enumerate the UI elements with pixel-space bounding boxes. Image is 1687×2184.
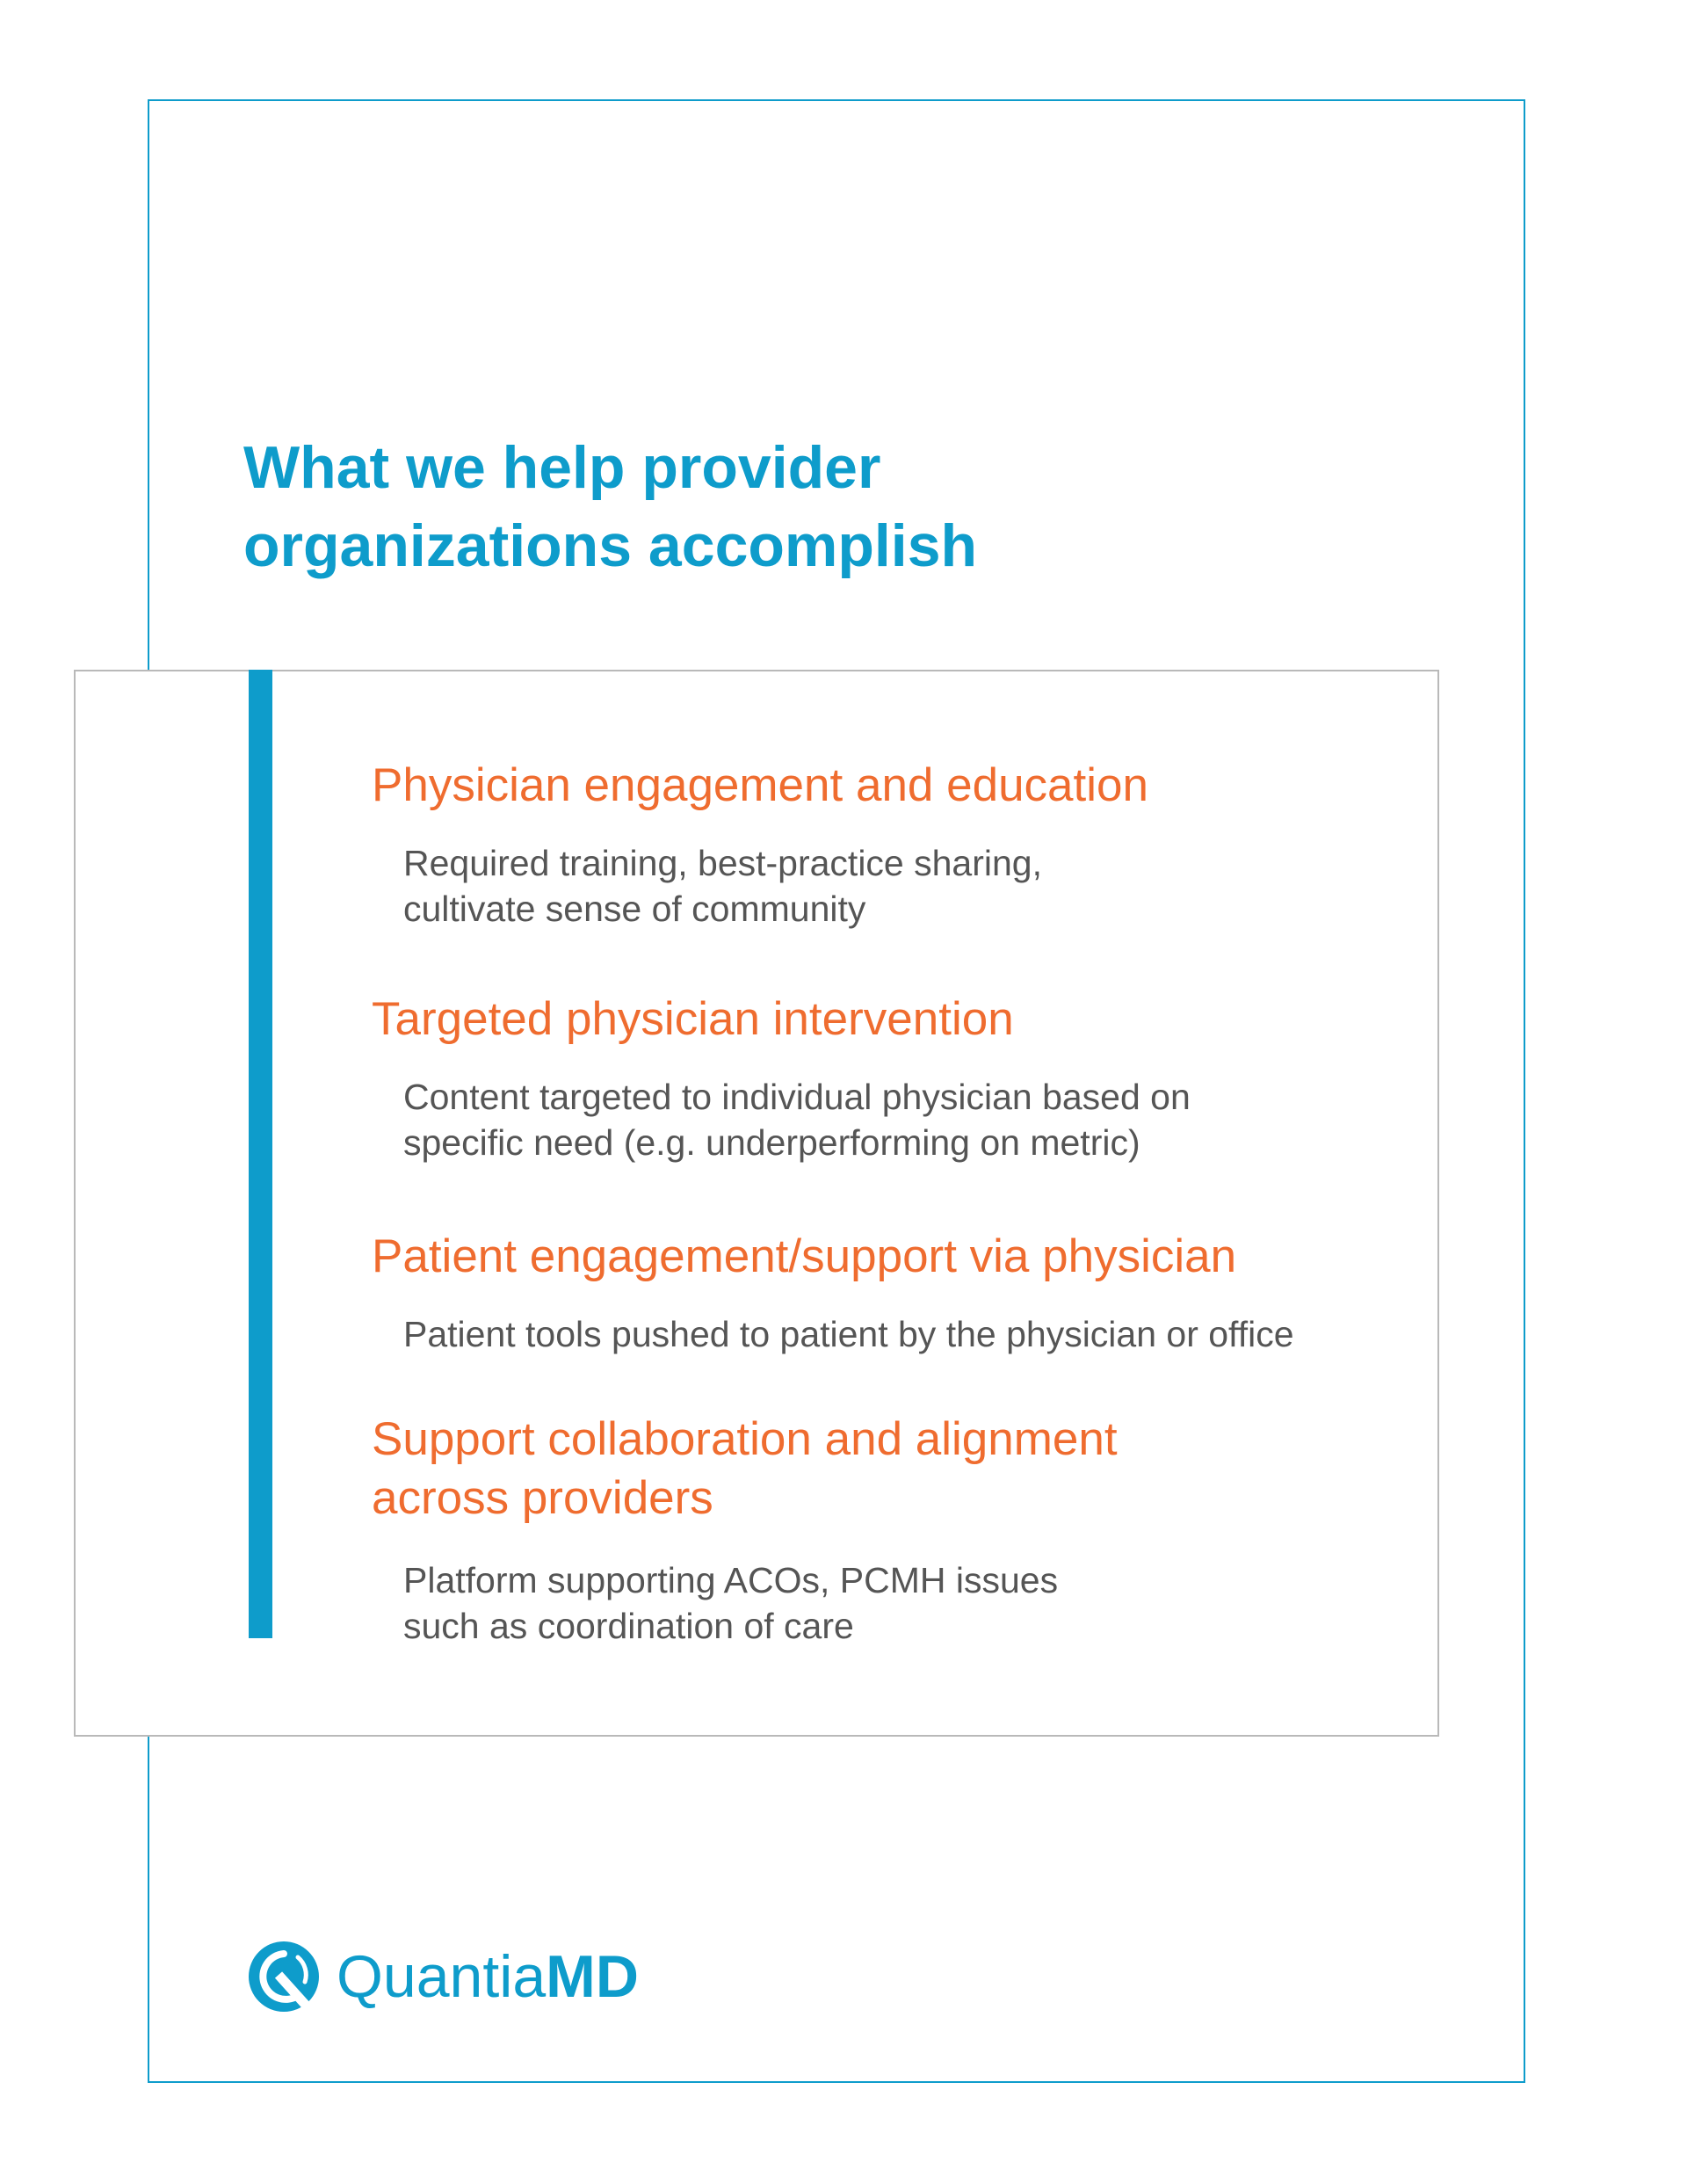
item-heading-line: across providers	[372, 1472, 713, 1524]
item-heading-physician-engagement	[372, 756, 1148, 815]
page-title-line-1: What we help provider	[243, 434, 881, 501]
item-desc-line: Required training, best-practice sharing,	[403, 843, 1042, 883]
item-desc-line: specific need (e.g. underperforming on metric)	[403, 1122, 1140, 1163]
quantiamd-wordmark	[337, 1941, 639, 2012]
item-desc-physician-engagement	[403, 840, 1042, 932]
item-heading-line: Support collaboration and alignment	[372, 1413, 1118, 1465]
accent-bar	[249, 670, 272, 1638]
quantiamd-logo	[247, 1937, 639, 2016]
item-heading-line: Physician engagement and education	[372, 759, 1148, 811]
wordmark-bold: MD	[546, 1943, 639, 2010]
item-desc-support-collaboration	[403, 1557, 1058, 1649]
item-desc-line: such as coordination of care	[403, 1606, 854, 1646]
item-heading-targeted-intervention	[372, 990, 1014, 1048]
item-desc-line: Patient tools pushed to patient by the physician or office	[403, 1314, 1294, 1354]
item-desc-line: Platform supporting ACOs, PCMH issues	[403, 1560, 1059, 1600]
item-heading-line: Targeted physician intervention	[372, 993, 1014, 1045]
item-heading-patient-engagement	[372, 1227, 1236, 1286]
item-desc-patient-engagement	[403, 1311, 1294, 1357]
page-title-line-2: organizations accomplish	[243, 512, 978, 579]
wordmark-light: Quantia	[337, 1943, 547, 2010]
quantiamd-q-logo-icon	[247, 1940, 321, 2013]
item-desc-line: Content targeted to individual physician based on	[403, 1077, 1191, 1117]
page-title	[243, 429, 1386, 585]
item-desc-targeted-intervention	[403, 1074, 1191, 1165]
item-heading-line: Patient engagement/support via physician	[372, 1230, 1237, 1282]
item-heading-support-collaboration	[372, 1410, 1118, 1527]
item-desc-line: cultivate sense of community	[403, 889, 866, 929]
